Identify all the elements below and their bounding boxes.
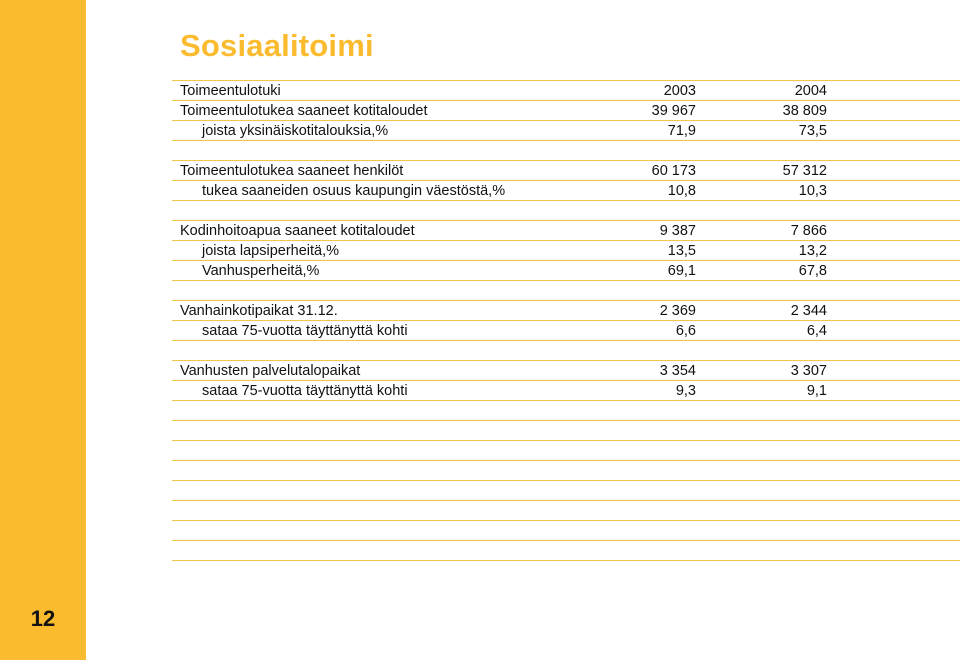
table-row <box>180 181 830 201</box>
value-2004: 73,5 <box>798 123 827 139</box>
row-label: joista yksinäiskotitalouksia,% <box>202 123 389 139</box>
rule-line <box>172 420 960 421</box>
sidebar-band <box>0 0 86 660</box>
value-2004: 6,4 <box>806 323 827 339</box>
rule-line <box>172 560 960 561</box>
value-2004: 13,2 <box>798 243 827 259</box>
page-title: Sosiaalitoimi <box>180 28 374 63</box>
row-label: tukea saaneiden osuus kaupungin väestöstä,% <box>202 183 506 199</box>
value-2004: 9,1 <box>806 383 827 399</box>
year-2003-heading: 2003 <box>663 83 696 99</box>
value-2003: 3 354 <box>659 363 696 379</box>
table-row <box>180 261 830 281</box>
table-row <box>180 121 830 141</box>
table-row <box>180 321 830 341</box>
value-2003: 13,5 <box>667 243 696 259</box>
value-2003: 60 173 <box>651 163 696 179</box>
row-label: Vanhusten palvelutalopaikat <box>180 363 361 379</box>
value-2004: 3 307 <box>790 363 827 379</box>
value-2004: 38 809 <box>782 103 827 119</box>
value-2003: 10,8 <box>667 183 696 199</box>
row-label: Toimeentulotukea saaneet henkilöt <box>180 163 404 179</box>
value-2003: 39 967 <box>651 103 696 119</box>
rule-line <box>172 440 960 441</box>
value-2003: 6,6 <box>675 323 696 339</box>
value-2003: 9,3 <box>675 383 696 399</box>
value-2003: 9 387 <box>659 223 696 239</box>
rule-line <box>172 520 960 521</box>
table-row <box>180 301 830 321</box>
rule-line <box>172 540 960 541</box>
table-row <box>180 161 830 181</box>
table-row <box>180 221 830 241</box>
rule-line <box>172 460 960 461</box>
row-label: joista lapsiperheitä,% <box>202 243 340 259</box>
page-number: 12 <box>30 606 56 631</box>
table-row <box>180 361 830 381</box>
row-label: Vanhainkotipaikat 31.12. <box>180 303 338 319</box>
value-2003: 69,1 <box>667 263 696 279</box>
table-header-row <box>180 81 830 101</box>
value-2003: 71,9 <box>667 123 696 139</box>
value-2003: 2 369 <box>659 303 696 319</box>
year-2004-heading: 2004 <box>794 83 827 99</box>
value-2004: 10,3 <box>798 183 827 199</box>
row-label: Toimeentulotukea saaneet kotitaloudet <box>180 103 428 119</box>
row-label: sataa 75-vuotta täyttänyttä kohti <box>202 383 408 399</box>
value-2004: 7 866 <box>790 223 827 239</box>
row-label: sataa 75-vuotta täyttänyttä kohti <box>202 323 408 339</box>
row-label: Vanhusperheitä,% <box>202 263 320 279</box>
rule-line <box>172 480 960 481</box>
row-label: Kodinhoitoapua saaneet kotitaloudet <box>180 223 415 239</box>
table-row <box>180 101 830 121</box>
section-heading: Toimeentulotuki <box>180 83 281 99</box>
table-row <box>180 381 830 401</box>
rule-line <box>172 500 960 501</box>
value-2004: 2 344 <box>790 303 827 319</box>
value-2004: 67,8 <box>798 263 827 279</box>
value-2004: 57 312 <box>782 163 827 179</box>
table-row <box>180 241 830 261</box>
